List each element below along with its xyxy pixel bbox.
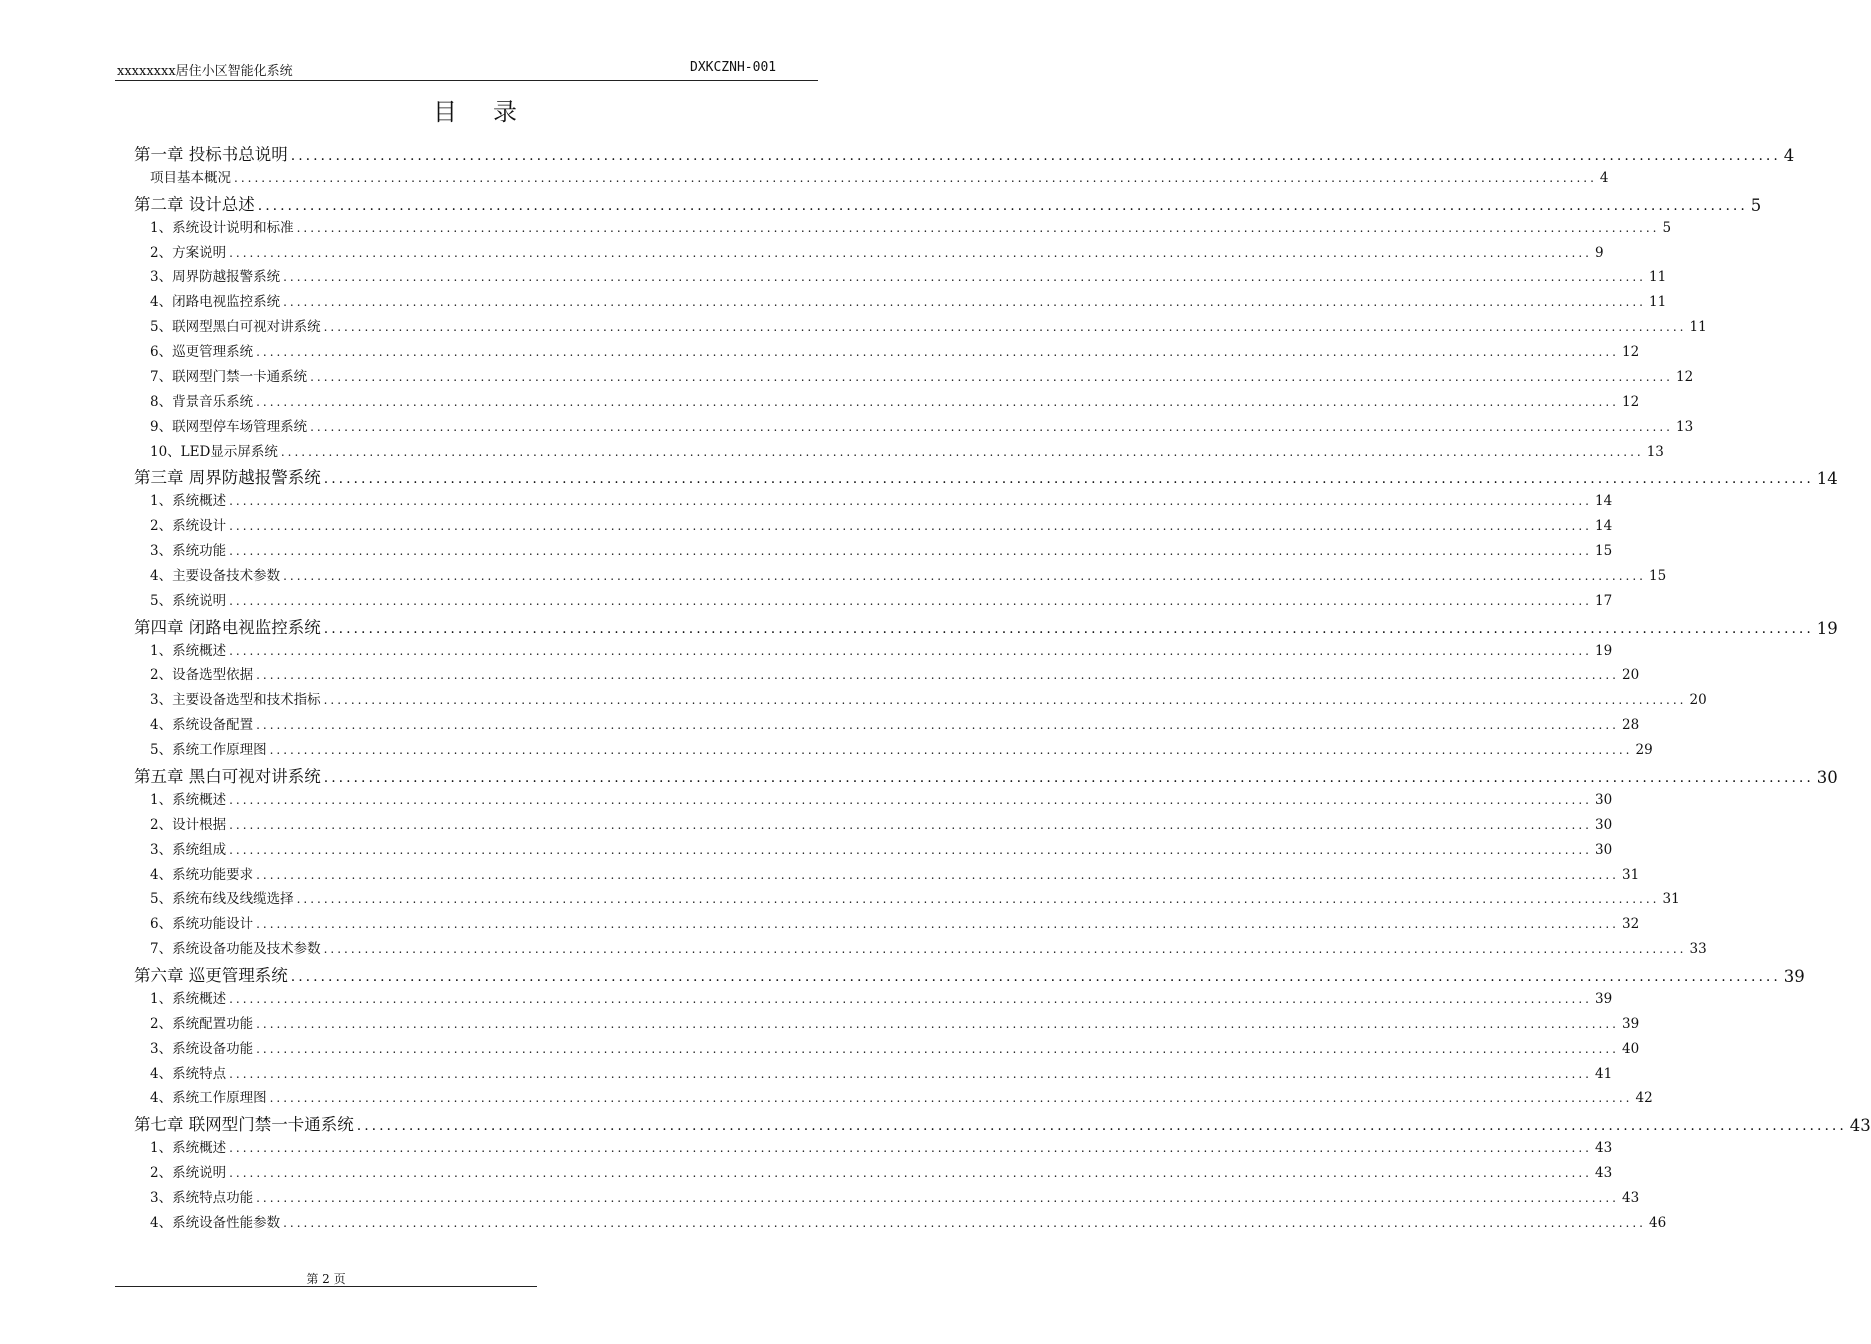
toc-dot-leader: ........................................................................................................................................................................................................: [256, 394, 1619, 409]
toc-dot-leader: ........................................................................................................................................................................................................: [280, 444, 1644, 459]
toc-entry-label: 3、系统组成: [150, 841, 227, 858]
toc-chapter-entry[interactable]: [134, 191, 1762, 215]
toc-entry-page: 31: [1662, 891, 1680, 908]
toc-section-entry[interactable]: [150, 265, 1667, 286]
toc-entry-page: 43: [1849, 1116, 1871, 1136]
header-project-title: xxxxxxxx居住小区智能化系统: [117, 64, 293, 79]
toc-dot-leader: ........................................................................................................................................................................................................: [256, 718, 1619, 733]
toc-dot-leader: ........................................................................................................................................................................................................: [229, 245, 1592, 260]
toc-section-entry[interactable]: [150, 1211, 1667, 1231]
toc-section-entry[interactable]: [150, 1161, 1613, 1182]
page-header: [115, 58, 818, 81]
page-number: 第 2 页: [306, 1272, 346, 1286]
toc-entry-page: 29: [1635, 742, 1653, 759]
toc-section-entry[interactable]: [150, 1186, 1640, 1206]
toc-section-entry[interactable]: [150, 415, 1694, 435]
toc-entry-label: 1、系统概述: [150, 791, 227, 808]
toc-entry-label: 2、设备选型依据: [150, 667, 254, 684]
toc-entry-page: 28: [1621, 717, 1640, 734]
toc-entry-label: 2、系统设计: [150, 518, 227, 535]
toc-entry-label: 第四章 闭路电视监控系统: [134, 617, 321, 637]
toc-section-entry[interactable]: [150, 1037, 1640, 1057]
toc-entry-label: 4、系统设备性能参数: [150, 1214, 281, 1231]
toc-chapter-entry[interactable]: [134, 962, 1805, 987]
toc-entry-page: 12: [1675, 368, 1694, 385]
toc-entry-label: 2、设计根据: [150, 816, 227, 833]
toc-entry-label: 4、系统功能要求: [150, 866, 254, 883]
toc-dot-leader: ........................................................................................................................................................................................................: [283, 568, 1646, 583]
toc-entry-label: 5、系统布线及线缆选择: [150, 891, 294, 908]
toc-dot-leader: ........................................................................................................................................................................................................: [229, 1166, 1592, 1181]
toc-section-entry[interactable]: [150, 987, 1613, 1007]
toc-dot-leader: ........................................................................................................................................................................................................: [229, 991, 1592, 1006]
toc-dot-leader: ........................................................................................................................................................................................................: [310, 419, 1673, 434]
toc-entry-label: 6、系统功能设计: [150, 916, 254, 933]
toc-entry-page: 42: [1635, 1090, 1653, 1107]
toc-dot-leader: ........................................................................................................................................................................................................: [290, 969, 1781, 986]
toc-entry-page: 46: [1648, 1214, 1667, 1231]
toc-entry-label: 7、系统设备功能及技术参数: [150, 941, 321, 958]
toc-dot-leader: ........................................................................................................................................................................................................: [229, 1141, 1592, 1156]
toc-entry-page: 20: [1689, 692, 1707, 709]
toc-entry-page: 5: [1662, 219, 1672, 236]
toc-entry-label: 3、主要设备选型和技术指标: [150, 692, 321, 709]
toc-entry-label: 10、LED显示屏系统: [150, 443, 278, 460]
toc-entry-label: 第五章 黑白可视对讲系统: [134, 767, 321, 786]
toc-section-entry[interactable]: [150, 365, 1694, 385]
toc-entry-page: 43: [1621, 1189, 1640, 1206]
toc-entry-label: 3、系统特点功能: [150, 1189, 254, 1206]
toc-entry-page: 17: [1594, 592, 1613, 609]
toc-entry-page: 30: [1594, 816, 1613, 833]
toc-dot-leader: ........................................................................................................................................................................................................: [323, 620, 1814, 637]
toc-section-entry[interactable]: [150, 241, 1604, 261]
toc-section-entry[interactable]: [150, 166, 1609, 186]
toc-entry-label: 1、系统概述: [150, 642, 227, 659]
toc-section-entry[interactable]: [150, 1086, 1653, 1107]
toc-entry-label: 4、系统设备配置: [150, 717, 254, 734]
toc-entry-label: 1、系统设计说明和标准: [150, 219, 294, 236]
toc-dot-leader: ........................................................................................................................................................................................................: [356, 1118, 1847, 1135]
toc-entry-label: 2、系统说明: [150, 1165, 227, 1182]
toc-entry-page: 4: [1783, 146, 1795, 165]
toc-title: 目录: [433, 98, 553, 126]
toc-entry-page: 43: [1594, 1140, 1613, 1157]
toc-section-entry[interactable]: [150, 937, 1707, 958]
toc-entry-label: 4、系统工作原理图: [150, 1090, 267, 1107]
toc-entry-label: 5、联网型黑白可视对讲系统: [150, 319, 321, 336]
toc-entry-page: 33: [1689, 941, 1707, 958]
toc-entry-label: 1、系统概述: [150, 1140, 227, 1157]
toc-entry-page: 30: [1594, 841, 1613, 858]
toc-entry-label: 第六章 巡更管理系统: [134, 966, 288, 986]
toc-dot-leader: ........................................................................................................................................................................................................: [256, 1190, 1619, 1205]
toc-entry-label: 1、系统概述: [150, 493, 227, 510]
toc-dot-leader: ........................................................................................................................................................................................................: [323, 942, 1687, 957]
toc-entry-page: 12: [1621, 344, 1640, 361]
toc-chapter-entry[interactable]: [134, 614, 1838, 638]
toc-entry-label: 第三章 周界防越报警系统: [134, 468, 321, 488]
toc-section-entry[interactable]: [150, 863, 1640, 883]
toc-entry-page: 32: [1621, 916, 1640, 933]
toc-dot-leader: ........................................................................................................................................................................................................: [229, 494, 1592, 509]
toc-entry-label: 1、系统概述: [150, 990, 227, 1007]
toc-dot-leader: ........................................................................................................................................................................................................: [256, 668, 1619, 683]
toc-dot-leader: ........................................................................................................................................................................................................: [283, 295, 1646, 310]
toc-dot-leader: ........................................................................................................................................................................................................: [234, 170, 1597, 185]
toc-dot-leader: ........................................................................................................................................................................................................: [310, 369, 1673, 384]
toc-dot-leader: ........................................................................................................................................................................................................: [290, 148, 1781, 164]
toc-entry-label: 5、系统说明: [150, 592, 227, 609]
toc-dot-leader: ........................................................................................................................................................................................................: [323, 320, 1687, 335]
toc-dot-leader: ........................................................................................................................................................................................................: [283, 270, 1646, 285]
toc-dot-leader: ........................................................................................................................................................................................................: [229, 593, 1592, 608]
toc-entry-label: 第七章 联网型门禁一卡通系统: [134, 1115, 354, 1135]
toc-entry-label: 4、系统特点: [150, 1065, 227, 1082]
toc-entry-page: 13: [1675, 418, 1694, 435]
toc-dot-leader: ........................................................................................................................................................................................................: [323, 693, 1687, 708]
toc-entry-label: 3、系统功能: [150, 543, 227, 560]
toc-entry-page: 15: [1594, 543, 1613, 560]
toc-dot-leader: ........................................................................................................................................................................................................: [256, 917, 1619, 932]
toc-entry-label: 2、系统配置功能: [150, 1015, 254, 1032]
toc-dot-leader: ........................................................................................................................................................................................................: [323, 471, 1814, 488]
toc-entry-page: 13: [1646, 443, 1664, 460]
toc-section-entry[interactable]: [150, 216, 1672, 236]
toc-entry-page: 15: [1648, 567, 1667, 584]
toc-entry-page: 39: [1621, 1015, 1640, 1032]
toc-entry-label: 4、闭路电视监控系统: [150, 294, 281, 311]
toc-section-entry[interactable]: [150, 838, 1613, 858]
toc-section-entry[interactable]: [150, 564, 1667, 584]
toc-entry-page: 11: [1689, 319, 1707, 336]
toc-entry-page: 5: [1750, 195, 1762, 215]
toc-dot-leader: ........................................................................................................................................................................................................: [296, 892, 1660, 907]
toc-entry-page: 4: [1599, 169, 1609, 186]
toc-section-entry[interactable]: [150, 713, 1640, 734]
toc-entry-label: 9、联网型停车场管理系统: [150, 418, 308, 435]
toc-entry-label: 第二章 设计总述: [134, 194, 255, 214]
toc-entry-page: 40: [1621, 1040, 1640, 1057]
toc-section-entry[interactable]: [150, 290, 1667, 311]
toc-chapter-entry[interactable]: [134, 763, 1838, 787]
toc-entry-label: 项目基本概况: [150, 169, 231, 186]
toc-entry-page: 9: [1594, 244, 1604, 261]
toc-dot-leader: ........................................................................................................................................................................................................: [296, 220, 1660, 235]
toc-entry-label: 5、系统工作原理图: [150, 742, 267, 759]
toc-dot-leader: ........................................................................................................................................................................................................: [256, 345, 1619, 360]
toc-section-entry[interactable]: [150, 912, 1640, 933]
toc-dot-leader: ........................................................................................................................................................................................................: [283, 1215, 1646, 1230]
toc-section-entry[interactable]: [150, 887, 1680, 908]
toc-section-entry[interactable]: [150, 514, 1613, 535]
toc-entry-page: 31: [1621, 866, 1640, 883]
toc-dot-leader: ........................................................................................................................................................................................................: [269, 1091, 1633, 1106]
toc-section-entry[interactable]: [150, 1012, 1640, 1032]
toc-section-entry[interactable]: [150, 390, 1640, 410]
toc-dot-leader: ........................................................................................................................................................................................................: [256, 1016, 1619, 1031]
toc-entry-page: 12: [1621, 393, 1640, 410]
toc-section-entry[interactable]: [150, 489, 1613, 510]
toc-section-entry[interactable]: [150, 688, 1707, 709]
toc-dot-leader: ........................................................................................................................................................................................................: [229, 817, 1592, 832]
toc-entry-page: 30: [1594, 791, 1613, 808]
toc-dot-leader: ........................................................................................................................................................................................................: [229, 544, 1592, 559]
toc-entry-page: 11: [1648, 294, 1667, 311]
toc-section-entry[interactable]: [150, 589, 1613, 609]
toc-entry-page: 14: [1594, 493, 1613, 510]
toc-entry-page: 41: [1594, 1065, 1613, 1082]
toc-dot-leader: ........................................................................................................................................................................................................: [257, 197, 1748, 214]
toc-section-entry[interactable]: [150, 738, 1653, 759]
toc-entry-page: 43: [1594, 1165, 1613, 1182]
toc-entry-label: 3、周界防越报警系统: [150, 269, 281, 286]
toc-dot-leader: ........................................................................................................................................................................................................: [229, 1066, 1592, 1081]
toc-dot-leader: ........................................................................................................................................................................................................: [229, 519, 1592, 534]
footer-rule: [115, 1286, 537, 1287]
toc-chapter-entry[interactable]: [134, 141, 1795, 165]
toc-dot-leader: ........................................................................................................................................................................................................: [269, 743, 1633, 758]
toc-entry-page: 39: [1594, 990, 1613, 1007]
toc-section-entry[interactable]: [150, 1062, 1613, 1082]
toc-entry-page: 19: [1816, 618, 1838, 638]
toc-section-entry[interactable]: [150, 663, 1640, 684]
toc-section-entry[interactable]: [150, 340, 1640, 361]
toc-entry-label: 7、联网型门禁一卡通系统: [150, 368, 308, 385]
toc-entry-label: 8、背景音乐系统: [150, 393, 254, 410]
toc-section-entry[interactable]: [150, 539, 1613, 560]
toc-entry-label: 第一章 投标书总说明: [134, 145, 288, 164]
toc-dot-leader: ........................................................................................................................................................................................................: [256, 867, 1619, 882]
toc-entry-page: 39: [1783, 967, 1805, 987]
toc-dot-leader: ........................................................................................................................................................................................................: [229, 643, 1592, 658]
toc-section-entry[interactable]: [150, 788, 1613, 808]
toc-entry-label: 3、系统设备功能: [150, 1040, 254, 1057]
toc-dot-leader: ........................................................................................................................................................................................................: [323, 770, 1814, 786]
toc-entry-page: 14: [1816, 469, 1838, 489]
header-document-code: DXKCZNH-001: [690, 60, 777, 75]
toc-section-entry[interactable]: [150, 440, 1664, 460]
toc-entry-page: 11: [1648, 269, 1667, 286]
toc-dot-leader: ........................................................................................................................................................................................................: [229, 842, 1592, 857]
toc-section-entry[interactable]: [150, 1136, 1613, 1157]
toc-entry-page: 14: [1594, 518, 1613, 535]
toc-entry-page: 19: [1594, 642, 1613, 659]
toc-section-entry[interactable]: [150, 813, 1613, 833]
toc-section-entry[interactable]: [150, 639, 1613, 659]
toc-dot-leader: ........................................................................................................................................................................................................: [229, 792, 1592, 807]
toc-section-entry[interactable]: [150, 315, 1707, 336]
toc-entry-label: 4、主要设备技术参数: [150, 567, 281, 584]
toc-entry-label: 2、方案说明: [150, 244, 227, 261]
toc-dot-leader: ........................................................................................................................................................................................................: [256, 1041, 1619, 1056]
toc-entry-page: 30: [1816, 768, 1838, 787]
toc-entry-label: 6、巡更管理系统: [150, 344, 254, 361]
toc-chapter-entry[interactable]: [134, 464, 1838, 489]
toc-chapter-entry[interactable]: [134, 1111, 1871, 1136]
toc-entry-page: 20: [1621, 667, 1640, 684]
